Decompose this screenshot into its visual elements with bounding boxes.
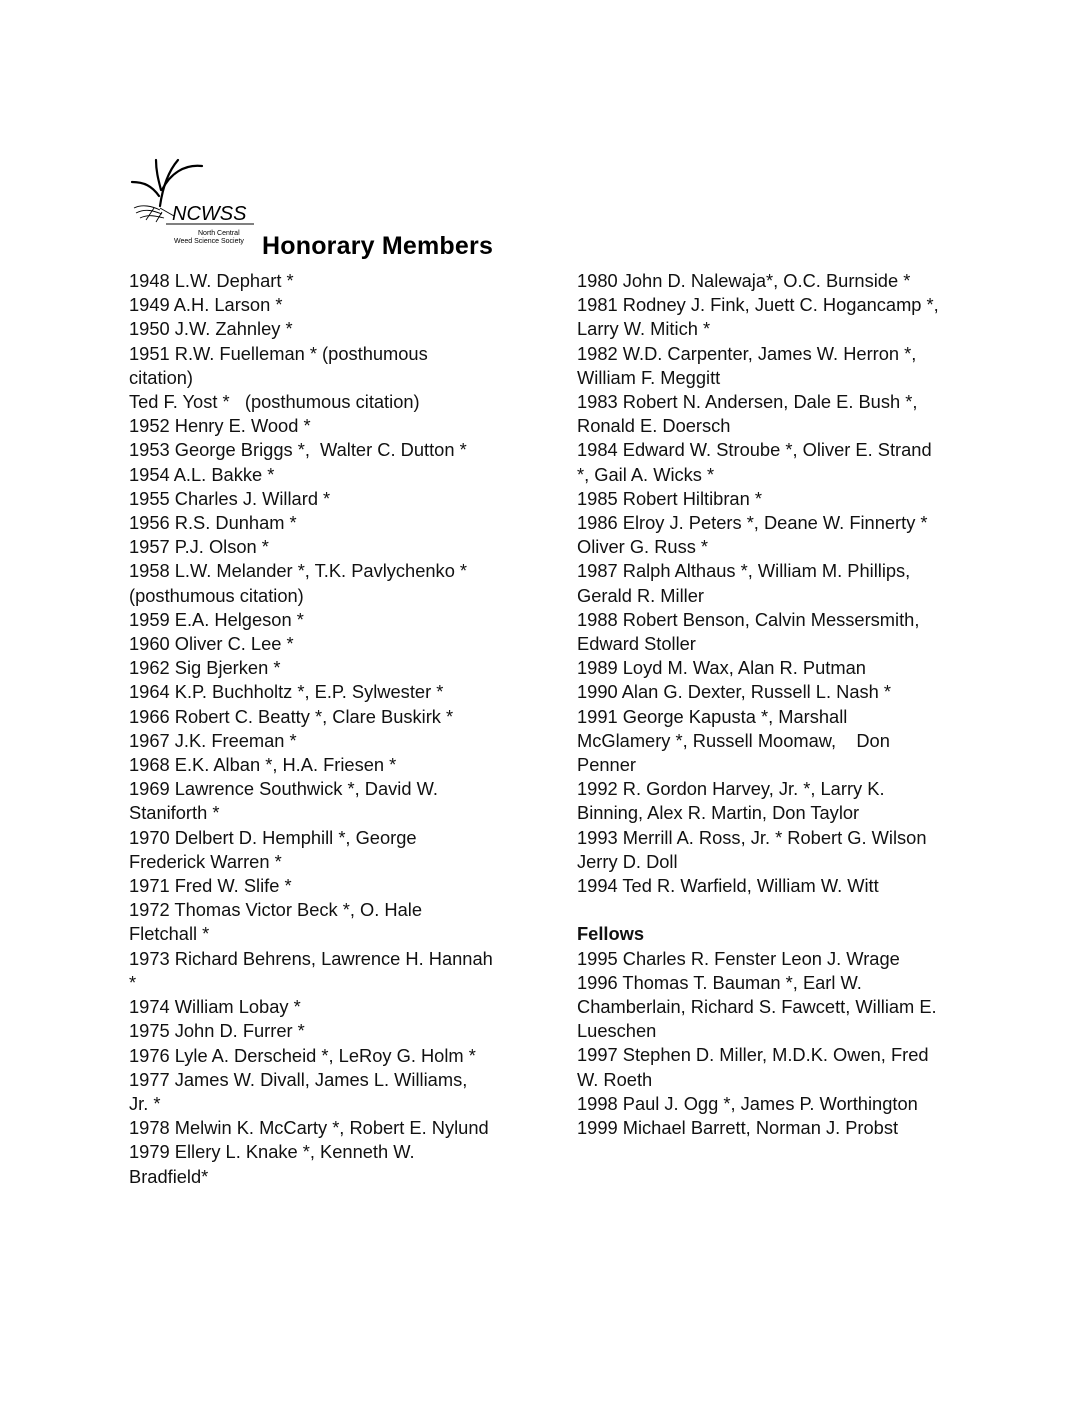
list-item: 1957 P.J. Olson * bbox=[129, 536, 269, 558]
ncwss-logo bbox=[126, 156, 258, 248]
list-item: 1951 R.W. Fuelleman * (posthumous citation) bbox=[129, 342, 428, 388]
list-item: 1980 John D. Nalewaja*, O.C. Burnside * bbox=[577, 270, 911, 291]
list-item: 1949 A.H. Larson * bbox=[129, 294, 283, 316]
list-item: 1988 Robert Benson, Calvin Messersmith, Edward Stoller bbox=[577, 608, 920, 655]
list-item: 1999 Michael Barrett, Norman J. Probst bbox=[577, 1117, 899, 1139]
page-title: Honorary Members bbox=[262, 232, 494, 260]
list-item: 1950 J.W. Zahnley * bbox=[129, 318, 293, 340]
list-item: 1958 L.W. Melander *, T.K. Pavlychenko * (posthumous citation) bbox=[129, 560, 468, 606]
list-item: 1975 John D. Furrer * bbox=[129, 1020, 305, 1042]
list-item: 1986 Elroy J. Peters *, Deane W. Finnerty * Oliver G. Russ * bbox=[577, 512, 928, 558]
fellows-list bbox=[577, 947, 977, 1141]
list-item: 1994 Ted R. Warfield, William W. Witt bbox=[577, 875, 879, 897]
list-item: 1953 George Briggs *, Walter C. Dutton * bbox=[129, 439, 467, 461]
list-item: 1995 Charles R. Fenster Leon J. Wrage bbox=[577, 947, 900, 969]
list-item: 1948 L.W. Dephart * bbox=[129, 270, 294, 291]
list-item: 1970 Delbert D. Hemphill *, George Frederick Warren * bbox=[129, 826, 417, 872]
list-item: 1981 Rodney J. Fink, Juett C. Hogancamp *, Larry W. Mitich * bbox=[577, 294, 939, 340]
honorary-list-continued bbox=[577, 269, 977, 898]
list-item: 1990 Alan G. Dexter, Russell L. Nash * bbox=[577, 681, 891, 703]
list-item: 1978 Melwin K. McCarty *, Robert E. Nylund bbox=[129, 1117, 489, 1139]
list-item: 1989 Loyd M. Wax, Alan R. Putman bbox=[577, 657, 866, 679]
left-column bbox=[129, 269, 529, 1189]
list-item: 1985 Robert Hiltibran * bbox=[577, 487, 762, 509]
list-item: 1954 A.L. Bakke * bbox=[129, 463, 275, 485]
list-item: 1976 Lyle A. Derscheid *, LeRoy G. Holm * bbox=[129, 1044, 476, 1066]
list-item: 1959 E.A. Helgeson * bbox=[129, 608, 304, 630]
logo-acronym: NCWSS bbox=[172, 203, 247, 225]
logo-subtitle-line1: North Central bbox=[198, 230, 240, 237]
roots-icon bbox=[134, 206, 174, 222]
list-item: 1962 Sig Bjerken * bbox=[129, 657, 281, 679]
list-item: 1992 R. Gordon Harvey, Jr. *, Larry K. Binning, Alex R. Martin, Don Taylor bbox=[577, 778, 885, 824]
list-item: 1960 Oliver C. Lee * bbox=[129, 633, 294, 655]
list-item: 1974 William Lobay * bbox=[129, 996, 301, 1018]
list-item: 1997 Stephen D. Miller, M.D.K. Owen, Fred W. Roeth bbox=[577, 1044, 929, 1090]
list-item: 1983 Robert N. Andersen, Dale E. Bush *, Ronald E. Doersch bbox=[577, 391, 918, 437]
list-item: 1968 E.K. Alban *, H.A. Friesen * bbox=[129, 754, 397, 776]
list-item: 1979 Ellery L. Knake *, Kenneth W. Bradfield* bbox=[129, 1141, 415, 1187]
logo-subtitle-line2: Weed Science Society bbox=[174, 238, 244, 245]
list-item: 1984 Edward W. Stroube *, Oliver E. Strand *, Gail A. Wicks * bbox=[577, 439, 932, 485]
list-item: 1987 Ralph Althaus *, William M. Phillips, Gerald R. Miller bbox=[577, 560, 911, 606]
list-item: 1955 Charles J. Willard * bbox=[129, 487, 331, 509]
right-column bbox=[577, 269, 977, 1140]
list-item: 1956 R.S. Dunham * bbox=[129, 512, 297, 534]
list-item: 1964 K.P. Buchholtz *, E.P. Sylwester * bbox=[129, 681, 444, 703]
list-item: 1967 J.K. Freeman * bbox=[129, 729, 297, 751]
list-item: Ted F. Yost * (posthumous citation) bbox=[129, 391, 420, 413]
list-item: 1973 Richard Behrens, Lawrence H. Hannah * bbox=[129, 947, 493, 993]
list-item: 1972 Thomas Victor Beck *, O. Hale Fletchall * bbox=[129, 899, 422, 945]
list-item: 1982 W.D. Carpenter, James W. Herron *, William F. Meggitt bbox=[577, 342, 917, 388]
list-item: 1991 George Kapusta *, Marshall McGlamery *, Russell Moomaw, Don Penner bbox=[577, 705, 890, 776]
list-item: 1971 Fred W. Slife * bbox=[129, 875, 292, 897]
list-item: 1998 Paul J. Ogg *, James P. Worthington bbox=[577, 1092, 918, 1114]
list-item: 1969 Lawrence Southwick *, David W. Staniforth * bbox=[129, 778, 438, 824]
plant-icon bbox=[132, 160, 202, 206]
list-item: 1952 Henry E. Wood * bbox=[129, 415, 311, 437]
list-item: 1996 Thomas T. Bauman *, Earl W. Chamberlain, Richard S. Fawcett, William E. Lueschen bbox=[577, 971, 937, 1042]
list-item: 1993 Merrill A. Ross, Jr. * Robert G. Wilson Jerry D. Doll bbox=[577, 826, 927, 872]
list-item: 1977 James W. Divall, James L. Williams, Jr. * bbox=[129, 1068, 468, 1114]
fellows-heading: Fellows bbox=[577, 923, 645, 945]
list-item: 1966 Robert C. Beatty *, Clare Buskirk * bbox=[129, 705, 454, 727]
